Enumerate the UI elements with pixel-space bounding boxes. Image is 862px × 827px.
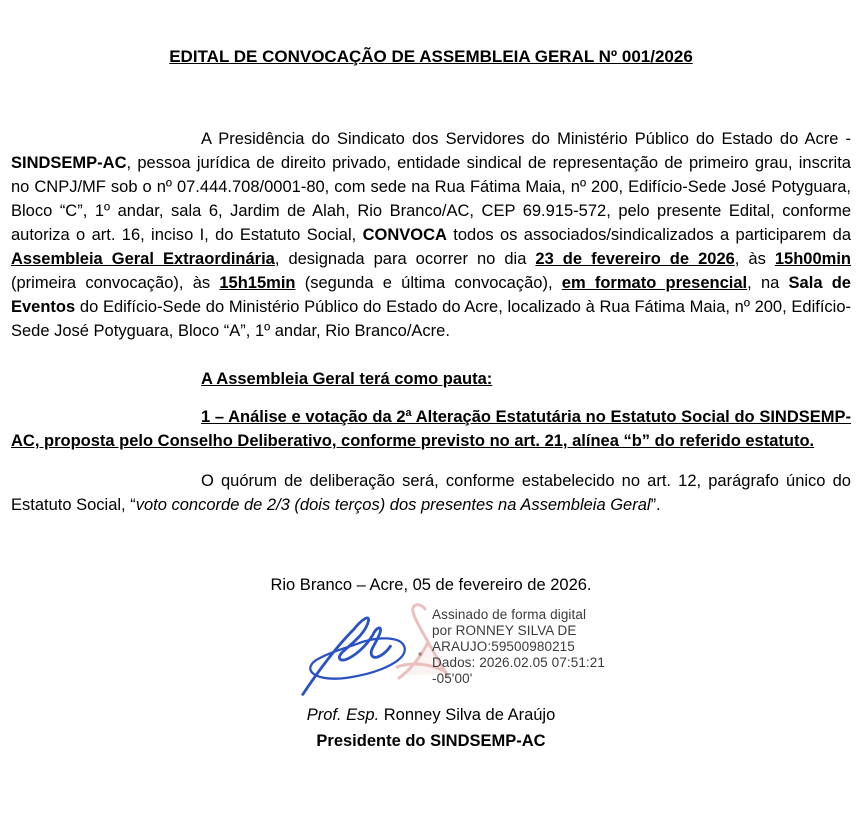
signature-area xyxy=(11,603,851,698)
quorum-paragraph: O quórum de deliberação será, conforme estabelecido no art. 12, parágrafo único do Estatuto Social, “voto concorde de 2/3 (dois terços) dos presentes na Assembleia Geral”. xyxy=(11,472,851,514)
agenda-heading: A Assembleia Geral terá como pauta: xyxy=(201,370,493,388)
digital-signature-stamp: Assinado de forma digital por RONNEY SILVA DE ARAUJO:59500980215 Dados: 2026.02.05 07:51:21 -05'00' xyxy=(432,607,605,686)
signer-name: Prof. Esp. Ronney Silva de Araújo xyxy=(306,706,556,724)
date-line: Rio Branco – Acre, 05 de fevereiro de 2026. xyxy=(270,576,592,594)
document-title: EDITAL DE CONVOCAÇÃO DE ASSEMBLEIA GERAL Nº 001/2026 xyxy=(169,47,693,66)
signer-title: Presidente do SINDSEMP-AC xyxy=(316,732,546,750)
agenda-item: 1 – Análise e votação da 2ª Alteração Estatutária no Estatuto Social do SINDSEMP-AC, proposta pelo Conselho Deliberativo, conforme previsto no art. 21, alínea “b” do referido estatuto. xyxy=(11,408,851,450)
intro-paragraph: A Presidência do Sindicato dos Servidores do Ministério Público do Estado do Acre - SINDSEMP-AC, pessoa jurídica de direito privado, entidade sindical de representação de primeiro grau, inscrita no CNPJ/MF sob o nº 07.444.708/0001-80, com sede na Rua Fátima Maia, nº 200, Edifício-Sede José Potyguara, Bloco “C”, 1º andar, sala 6, Jardim de Alah, Rio Branco/AC, CEP 69.915-572, pelo presente Edital, conforme autoriza o art. 16, inciso I, do Estatuto Social, CONVOCA todos os associados/sindicalizados a participarem da Assembleia Geral Extraordinária, designada para ocorrer no dia 23 de fevereiro de 2026, às 15h00min (primeira convocação), às 15h15min (segunda e última convocação), em formato presencial, na Sala de Eventos do Edifício-Sede do Ministério Público do Estado do Acre, localizado à Rua Fátima Maia, nº 200, Edifício-Sede José Potyguara, Bloco “A”, 1º andar, Rio Branco/Acre. xyxy=(11,130,851,340)
